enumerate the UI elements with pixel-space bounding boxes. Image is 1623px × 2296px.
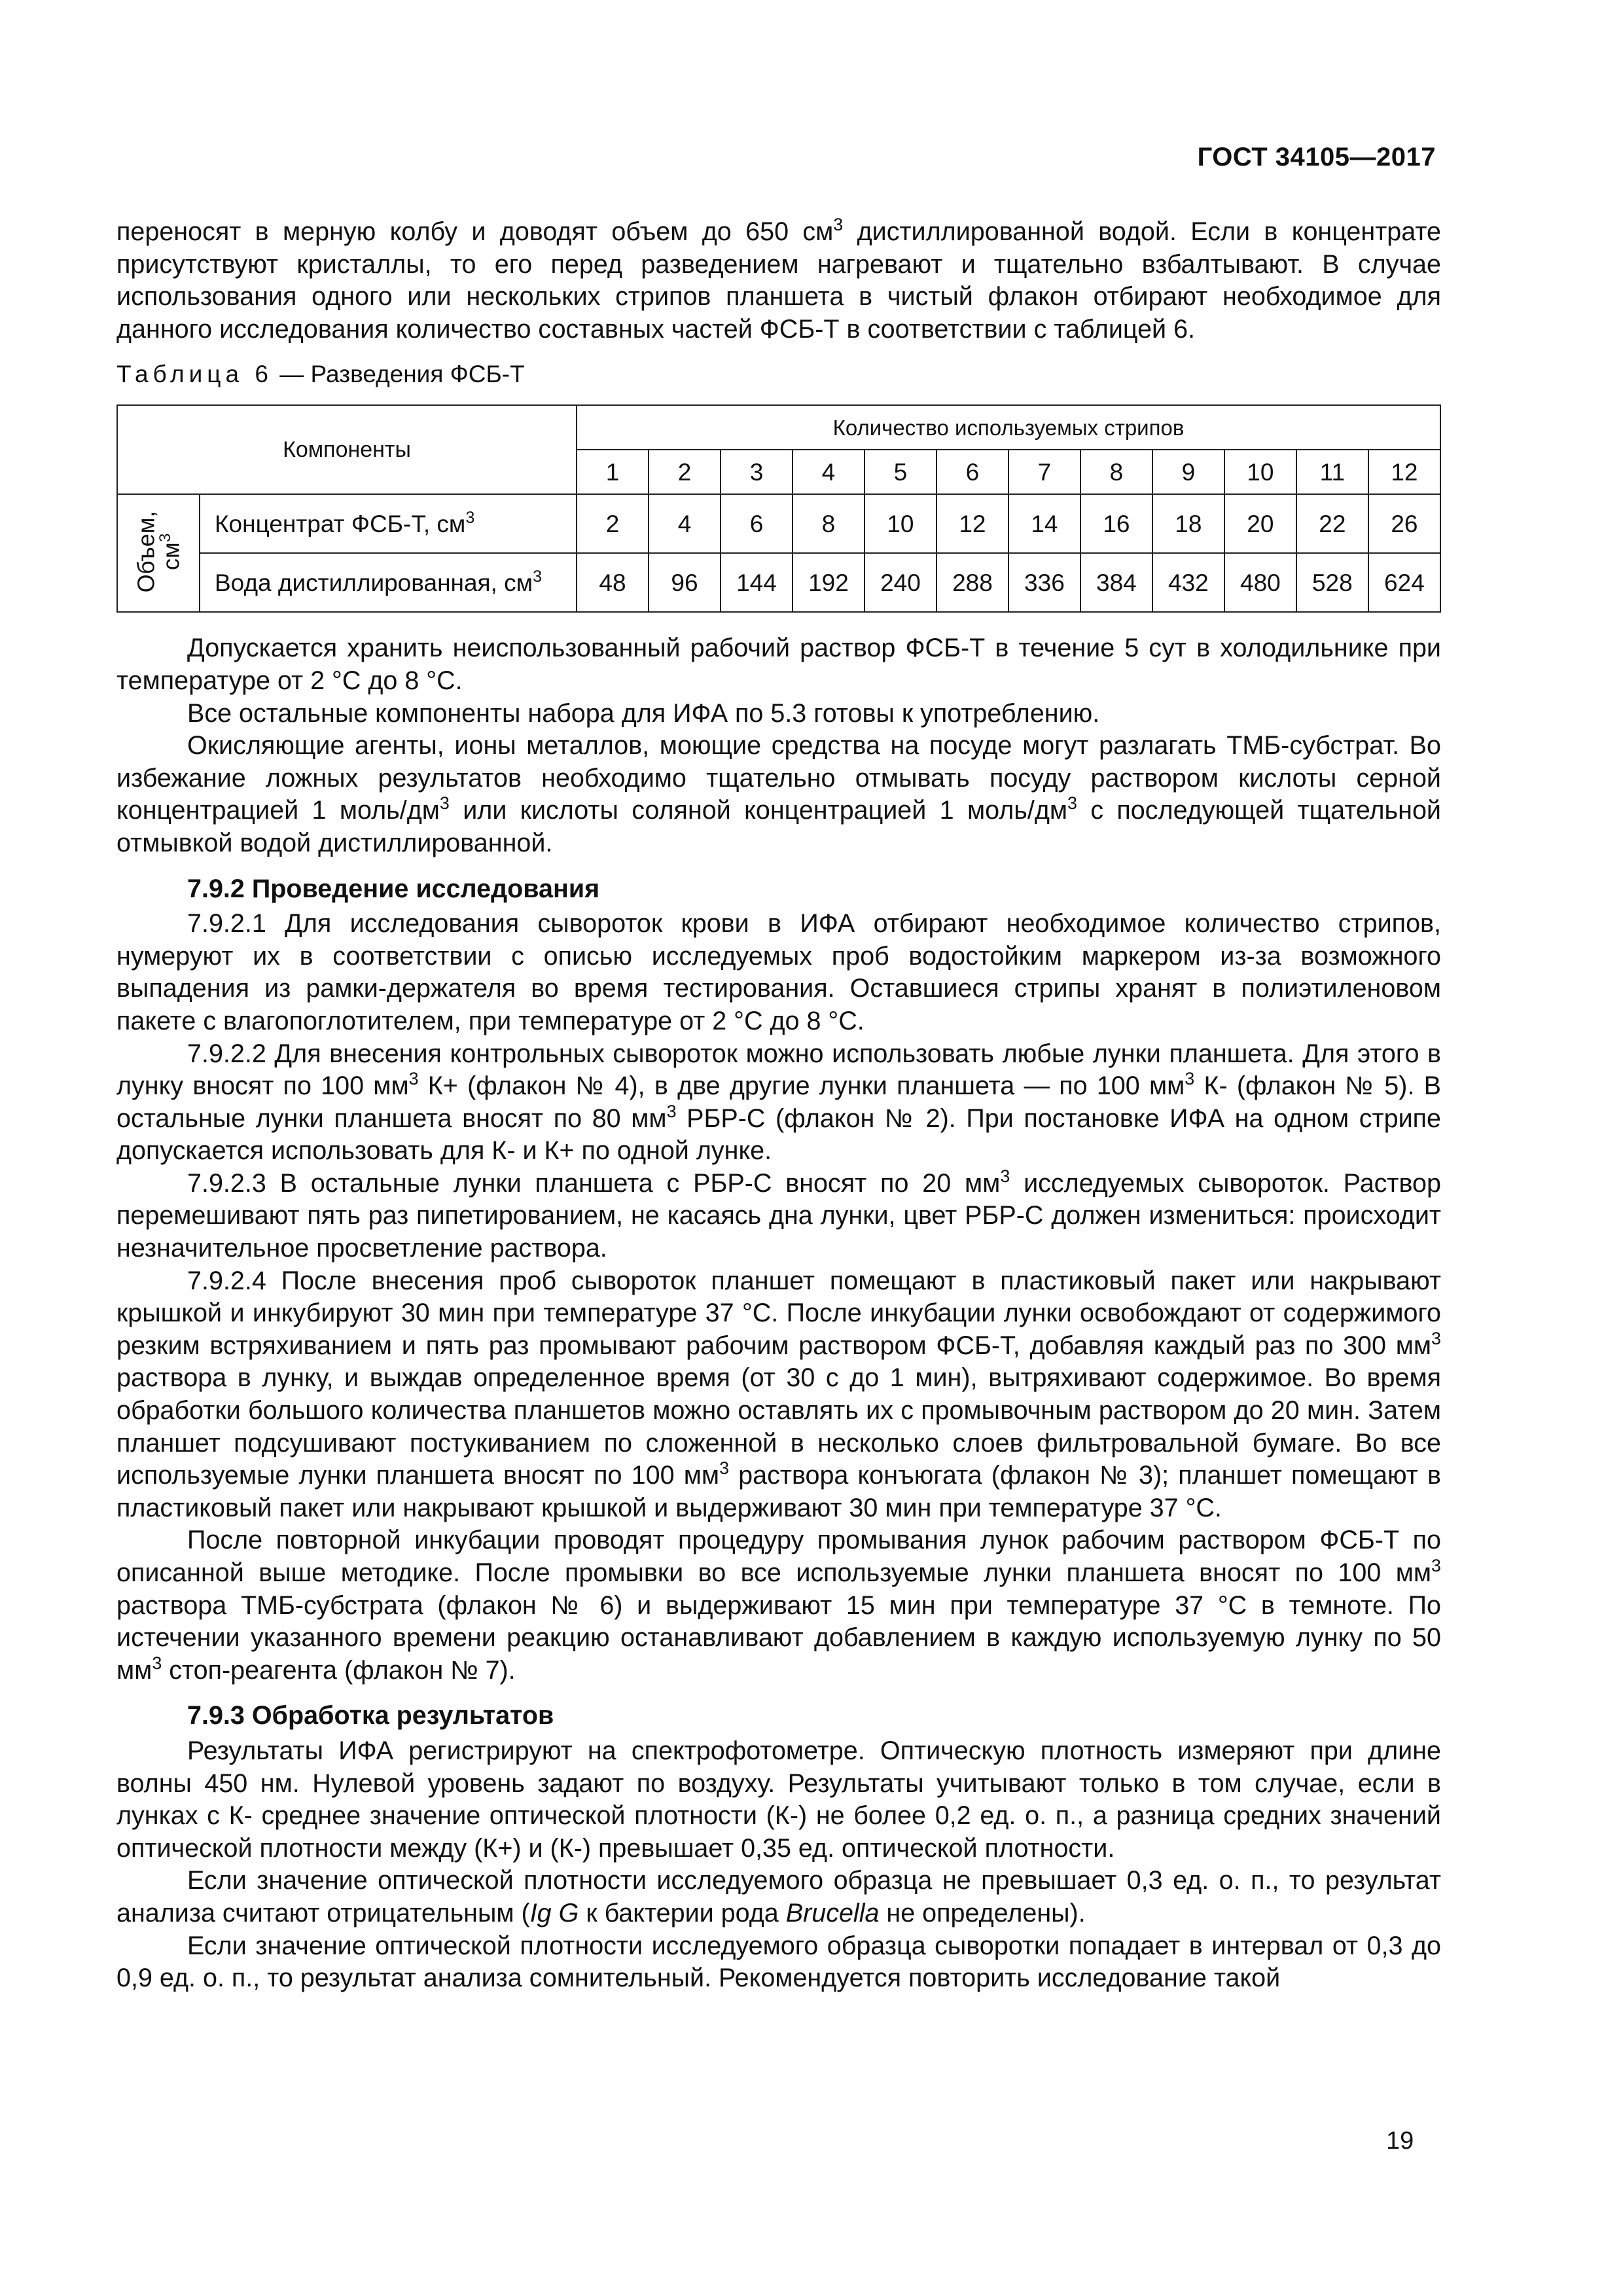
text-run: раствора ТМБ-субстрата (флакон № 6) и выдерживают 15 мин при температуре 37 °С в темноте. По истечении указанного времени реакцию останавливают добавлением в каждую используемую лунку по 50 мм [116, 1590, 1441, 1685]
row-label [200, 553, 577, 612]
text-run: Результаты ИФА регистрируют на спектрофотометре. Оптическую плотность измеряют при длине волны 450 нм. Нулевой уровень задают по воздуху. Результаты учитывают только в том случае, если в лунках с К- среднее значение оптической плотности (К-) не более 0,2 ед. о. п., а разница средних значений оптической плотности между (К+) и (К-) превышает 0,35 ед. оптической плотности. [116, 1736, 1441, 1863]
body-paragraph [116, 698, 1441, 730]
text-run: не определены). [879, 1898, 1086, 1928]
text-run: Допускается хранить неиспользованный рабочий раствор ФСБ-Т в течение 5 сут в холодильнике при температуре от 2 °С до 8 °С. [116, 634, 1441, 695]
text-run: К- (флакон № 5). В остальные лунки планшета вносят по 80 мм [116, 1071, 1441, 1133]
text-run: После повторной инкубации проводят процедуру промывания лунок рабочим раствором ФСБ-Т по описанной выше методике. После промывки во все используемые лунки планшета вносят по 100 мм [116, 1526, 1441, 1587]
strip-number-cell: 3 [721, 450, 793, 494]
strip-number-cell: 8 [1080, 450, 1152, 494]
table-cell: 26 [1368, 494, 1440, 553]
table-cell: 144 [721, 553, 793, 612]
body-paragraph [116, 730, 1441, 859]
body-paragraph [116, 632, 1441, 697]
body-paragraph [116, 1168, 1441, 1265]
text-run: раствора конъюгата (флакон № 3); планшет помещают в пластиковый пакет или накрывают крышкой и выдерживают 30 мин при температуре 37 °С. [116, 1461, 1441, 1522]
superscript: 3 [833, 215, 844, 235]
text-run: К+ (флакон № 4), в две другие лунки планшета — по 100 мм [418, 1071, 1185, 1101]
strips-header: Количество используемых стрипов [577, 405, 1440, 450]
table-cell: 6 [721, 494, 793, 553]
table-cell: 16 [1080, 494, 1152, 553]
row-label [200, 494, 577, 553]
strip-number-cell: 12 [1368, 450, 1440, 494]
text-run: Концентрат ФСБ-Т, см [215, 510, 466, 537]
superscript: 3 [1431, 1329, 1441, 1349]
text-run: переносят в мерную колбу и доводят объем до 650 см [116, 217, 834, 246]
italic-text: Ig G [529, 1898, 579, 1928]
superscript: 3 [408, 1069, 419, 1089]
body-paragraph [116, 1735, 1441, 1865]
superscript: 3 [152, 1653, 162, 1674]
table-cell: 10 [865, 494, 936, 553]
paragraphs-a [116, 632, 1441, 859]
body-paragraph [116, 1930, 1441, 1995]
table-header-row [117, 405, 1440, 450]
intro-paragraph [116, 216, 1441, 346]
table-cell: 14 [1008, 494, 1080, 553]
text-run: или кислоты соляной концентрацией 1 моль/дм [449, 796, 1068, 825]
paragraphs-c [116, 1735, 1441, 1995]
text-run: с последующей тщательной отмывкой водой дистиллированной. [116, 796, 1441, 857]
text-run: Вода дистиллированная, см [215, 569, 533, 596]
table-row [117, 553, 1440, 612]
table-cell: 22 [1296, 494, 1368, 553]
strip-number-cell: 7 [1008, 450, 1080, 494]
superscript: 3 [1067, 793, 1077, 814]
table-caption [116, 360, 1441, 389]
document-header: ГОСТ 34105—2017 [1197, 143, 1436, 171]
volume-group-text [134, 511, 183, 592]
superscript: 3 [465, 508, 475, 527]
table-cell: 20 [1224, 494, 1296, 553]
text-run: исследуемых сывороток. Раствор перемешивают пять раз пипетированием, не касаясь дна лунки, цвет РБР-С должен измениться: происходит незначительное просветление раствора. [116, 1168, 1441, 1263]
paragraphs-b [116, 908, 1441, 1687]
table-cell: 288 [936, 553, 1008, 612]
text-run: 7.9.2.4 После внесения проб сывороток планшет помещают в пластиковый пакет или накрывают крышкой и инкубируют 30 мин при температуре 37 °С. После инкубации лунки освобождают от содержимого резким встряхиванием и пять раз промывают рабочим раствором ФСБ-Т, добавляя каждый раз по 300 мм [116, 1266, 1441, 1360]
components-header: Компоненты [117, 405, 577, 494]
text-run: Окисляющие агенты, ионы металлов, моющие средства на посуде могут разлагать ТМБ-субстрат. Во избежание ложных результатов необходимо тщательно отмывать посуду раствором кислоты серной концентрацией 1 моль/дм [116, 731, 1441, 825]
body-paragraph [116, 908, 1441, 1037]
table-cell: 336 [1008, 553, 1080, 612]
table-cell: 384 [1080, 553, 1152, 612]
table-cell: 240 [865, 553, 936, 612]
table-cell: 4 [649, 494, 721, 553]
table-cell: 480 [1224, 553, 1296, 612]
superscript: 3 [533, 567, 543, 586]
text-run: раствора в лунку, и выждав определенное время (от 30 с до 1 мин), вытряхивают содержимое. Во время обработки большого количества планшетов можно оставлять их с промывочным раствором до 20 мин. Затем планшет подсушивают постукиванием по сложенной в несколько слоев фильтровальной бумаге. Во все используемые лунки планшета вносят по 100 мм [116, 1363, 1441, 1490]
text-run: к бактерии рода [579, 1898, 786, 1928]
table-cell: 432 [1152, 553, 1224, 612]
superscript: 3 [1431, 1556, 1441, 1576]
heading-7-9-3: 7.9.3 Обработка результатов [187, 1701, 554, 1731]
body-paragraph [116, 1265, 1441, 1525]
strip-number-cell: 2 [649, 450, 721, 494]
superscript: 3 [719, 1458, 730, 1479]
body-paragraph [116, 1524, 1441, 1687]
superscript: 3 [1185, 1069, 1195, 1089]
text-run: Если значение оптической плотности исследуемого образца сыворотки попадает в интервал от 0,3 до 0,9 ед. о. п., то результат анализа сомнительный. Рекомендуется повторить исследование такой [116, 1931, 1441, 1993]
text-run: 7.9.2.2 Для внесения контрольных сывороток можно использовать любые лунки планшета. Для этого в лунку вносят по 100 мм [116, 1039, 1441, 1101]
volume-unit [158, 511, 183, 592]
table-cell: 12 [936, 494, 1008, 553]
body-paragraph [116, 1038, 1441, 1168]
dilution-table [116, 404, 1441, 613]
table-cell: 192 [793, 553, 865, 612]
text-run: 7.9.2.3 В остальные лунки планшета с РБР-С вносят по 20 мм [187, 1168, 1001, 1198]
italic-text: Brucella [785, 1898, 880, 1928]
table-cell: 2 [577, 494, 649, 553]
table-cell: 18 [1152, 494, 1224, 553]
table-body [117, 494, 1440, 612]
strip-number-cell: 11 [1296, 450, 1368, 494]
body-paragraph [116, 1865, 1441, 1929]
strip-number-cell: 5 [865, 450, 936, 494]
page-number: 19 [1386, 2127, 1414, 2155]
table-cell: 624 [1368, 553, 1440, 612]
superscript: 3 [439, 793, 450, 814]
superscript: 3 [666, 1101, 677, 1121]
superscript: 3 [1000, 1166, 1010, 1187]
table-cell: 48 [577, 553, 649, 612]
text-run: 7.9.2.1 Для исследования сывороток крови в ИФА отбирают необходимое количество стрипов, нумеруют их в соответствии с описью исследуемых проб водостойким маркером из-за возможного выпадения из рамки-держателя во время тестирования. Оставшиеся стрипы хранят в полиэтиленовом пакете с влагопоглотителем, при температуре от 2 °С до 8 °С. [116, 909, 1441, 1035]
table-caption-title: — Разведения ФСБ-Т [272, 361, 525, 388]
heading-7-9-2: 7.9.2 Проведение исследования [187, 874, 600, 903]
strip-number-cell: 1 [577, 450, 649, 494]
strip-number-cell: 10 [1224, 450, 1296, 494]
text-run: РБР-С (флакон № 2). При постановке ИФА на одном стрипе допускается использовать для К- и К+ по одной лунке. [116, 1103, 1441, 1166]
text-run: Все остальные компоненты набора для ИФА по 5.3 готовы к употреблению. [187, 698, 1100, 728]
text-run: дистиллированной водой. Если в концентрате присутствуют кристаллы, то его перед разведением нагревают и тщательно взбалтывают. В случае использования одного или нескольких стрипов планшета в чистый флакон отбирают необходимое для данного исследования количество составных частей ФСБ-Т в соответствии с таблицей 6. [116, 217, 1441, 344]
superscript: 3 [156, 533, 174, 543]
volume-label: Объем, [132, 511, 160, 592]
strip-number-cell: 9 [1152, 450, 1224, 494]
table-row [117, 494, 1440, 553]
table-caption-label: Таблица 6 [116, 361, 273, 388]
strip-number-cell: 6 [936, 450, 1008, 494]
text-run: стоп-реагента (флакон № 7). [162, 1655, 516, 1685]
table-cell: 8 [793, 494, 865, 553]
table-cell: 528 [1296, 553, 1368, 612]
volume-group-label [117, 494, 200, 612]
text-run: Если значение оптической плотности исследуемого образца не превышает 0,3 ед. о. п., то результат анализа считают отрицательным ( [116, 1866, 1441, 1928]
strip-number-cell: 4 [793, 450, 865, 494]
text-run: см [157, 542, 185, 570]
page-content [116, 216, 1441, 1995]
table-cell: 96 [649, 553, 721, 612]
